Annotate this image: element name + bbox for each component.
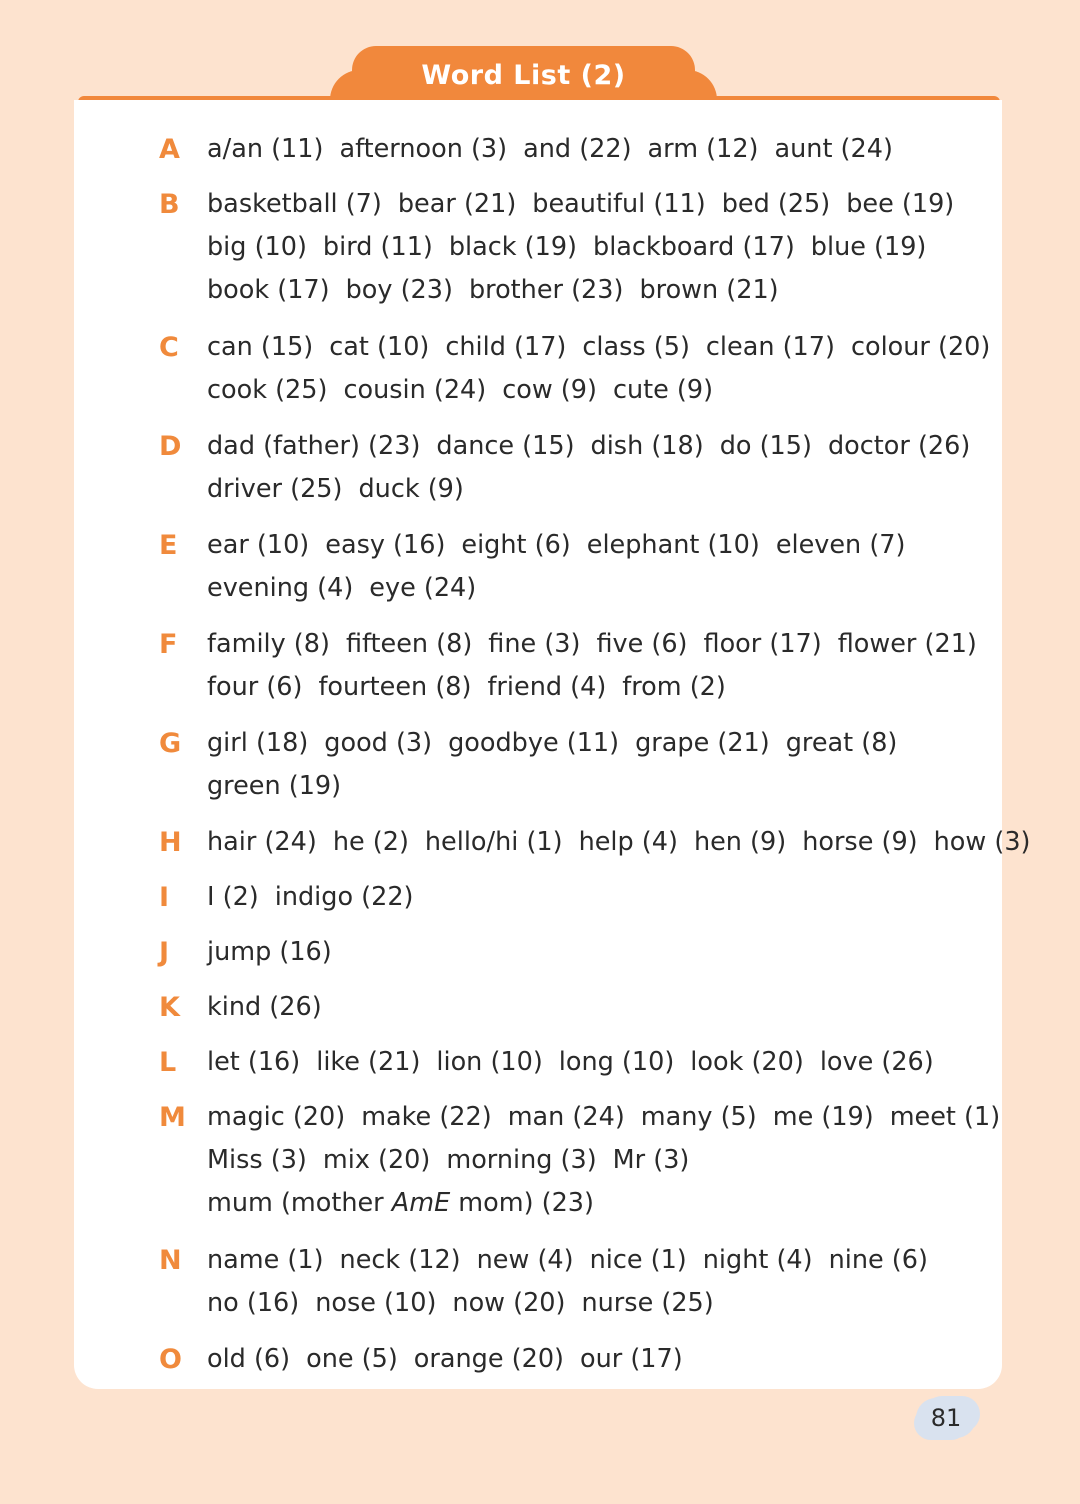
word-line: [207, 1282, 997, 1325]
word-entry: black (19): [448, 232, 578, 262]
word-entry: meet (1): [889, 1102, 1001, 1132]
word-line: [207, 821, 1031, 864]
section-letter: J: [159, 937, 170, 968]
section-letter: K: [159, 992, 180, 1023]
word-entry: horse (9): [802, 827, 918, 857]
section-words: [207, 876, 997, 919]
word-line: [207, 567, 997, 610]
word-entry: hair (24): [207, 827, 317, 857]
word-entry: one (5): [306, 1344, 398, 1374]
word-entry: big (10): [207, 232, 307, 262]
word-entry: good (3): [324, 728, 433, 758]
word-entry: driver (25): [207, 474, 343, 504]
word-entry: fine (3): [488, 629, 581, 659]
word-entry: old (6): [207, 1344, 291, 1374]
word-entry: can (15): [207, 332, 314, 362]
word-entry: from (2): [622, 672, 726, 702]
word-entry: kind (26): [207, 992, 322, 1022]
word-entry: night (4): [702, 1245, 813, 1275]
word-line: [207, 876, 997, 919]
word-entry: nice (1): [589, 1245, 687, 1275]
word-entry: man (24): [507, 1102, 625, 1132]
section-words: [207, 931, 997, 974]
word-entry: cook (25): [207, 375, 328, 405]
word-entry: family (8): [207, 629, 330, 659]
word-entry: easy (16): [325, 530, 446, 560]
word-entry: goodbye (11): [448, 728, 620, 758]
word-entry: four (6): [207, 672, 303, 702]
word-entry: clean (17): [705, 332, 835, 362]
word-line: [207, 1041, 997, 1084]
word-entry: hen (9): [693, 827, 787, 857]
word-entry: great (8): [785, 728, 898, 758]
word-entry: ear (10): [207, 530, 310, 560]
word-line: [207, 986, 997, 1029]
word-entry: bed (25): [721, 189, 831, 219]
word-line: [207, 1338, 997, 1381]
section-words: [207, 1338, 997, 1381]
word-line: [207, 623, 997, 666]
word-entry: love (26): [819, 1047, 934, 1077]
word-entry: brown (21): [639, 275, 779, 305]
word-entry: eight (6): [461, 530, 571, 560]
word-line: [207, 226, 997, 269]
section-letter: M: [159, 1102, 186, 1133]
word-line: [207, 425, 997, 468]
word-entry: new (4): [476, 1245, 574, 1275]
section-words: [207, 1041, 997, 1084]
word-entry: no (16): [207, 1288, 300, 1318]
word-entry: orange (20): [413, 1344, 564, 1374]
word-entry: colour (20): [850, 332, 991, 362]
word-entry: beautiful (11): [532, 189, 706, 219]
word-entry: dad (father) (23): [207, 431, 421, 461]
word-entry: make (22): [361, 1102, 492, 1132]
word-entry: help (4): [578, 827, 678, 857]
word-entry: girl (18): [207, 728, 309, 758]
word-entry: eye (24): [369, 573, 477, 603]
section-words: [207, 1239, 997, 1325]
word-entry: five (6): [596, 629, 688, 659]
word-entry: fourteen (8): [318, 672, 472, 702]
word-line: [207, 1182, 997, 1225]
section-letter: C: [159, 332, 179, 363]
section-letter: D: [159, 431, 182, 462]
word-entry: flower (21): [837, 629, 977, 659]
word-entry: do (15): [719, 431, 812, 461]
word-entry: blue (19): [810, 232, 927, 262]
word-entry: nose (10): [315, 1288, 437, 1318]
word-entry: our (17): [580, 1344, 683, 1374]
word-entry: green (19): [207, 771, 342, 801]
section-letter: A: [159, 134, 180, 165]
word-entry: book (17): [207, 275, 330, 305]
section-words: [207, 623, 997, 709]
word-list-panel: [74, 100, 1031, 1389]
word-entry: magic (20): [207, 1102, 346, 1132]
section-letter: I: [159, 882, 170, 913]
word-entry: bird (11): [322, 232, 433, 262]
word-entry: and (22): [523, 134, 632, 164]
word-entry: long (10): [558, 1047, 675, 1077]
word-line: [207, 722, 997, 765]
word-entry: nine (6): [828, 1245, 928, 1275]
word-entry: I (2): [207, 882, 259, 912]
word-entry: nurse (25): [581, 1288, 714, 1318]
word-entry: hello/hi (1): [424, 827, 563, 857]
word-entry: cow (9): [502, 375, 597, 405]
section-letter: O: [159, 1344, 182, 1375]
word-entry: arm (12): [647, 134, 759, 164]
word-entry: basketball (7): [207, 189, 382, 219]
word-entry: indigo (22): [274, 882, 414, 912]
section-letter: L: [159, 1047, 177, 1078]
word-entry: dish (18): [590, 431, 704, 461]
section-letter: N: [159, 1245, 182, 1276]
word-entry: Miss (3): [207, 1145, 307, 1175]
section-letter: F: [159, 629, 178, 660]
word-entry: aunt (24): [774, 134, 893, 164]
word-entry: cousin (24): [343, 375, 487, 405]
word-entry: many (5): [640, 1102, 757, 1132]
section-words: [207, 821, 1031, 864]
section-letter: B: [159, 189, 180, 220]
word-entry: neck (12): [339, 1245, 461, 1275]
section-words: [207, 326, 997, 412]
word-line: [207, 931, 997, 974]
word-entry: bear (21): [397, 189, 517, 219]
word-line: [207, 369, 997, 412]
word-entry: evening (4): [207, 573, 354, 603]
word-entry: cat (10): [329, 332, 430, 362]
word-entry: morning (3): [446, 1145, 597, 1175]
word-entry: blackboard (17): [593, 232, 795, 262]
word-entry: grape (21): [635, 728, 770, 758]
word-entry: now (20): [452, 1288, 566, 1318]
word-entry: dance (15): [436, 431, 575, 461]
word-entry: boy (23): [345, 275, 453, 305]
section-words: [207, 722, 997, 808]
word-entry: child (17): [445, 332, 567, 362]
word-entry: doctor (26): [827, 431, 971, 461]
usage-label: AmE: [391, 1188, 451, 1218]
word-entry: jump (16): [207, 937, 332, 967]
section-letter: H: [159, 827, 182, 858]
word-entry: mix (20): [322, 1145, 431, 1175]
word-entry: afternoon (3): [339, 134, 508, 164]
word-entry: duck (9): [358, 474, 464, 504]
word-line: [207, 269, 997, 312]
word-entry: look (20): [690, 1047, 804, 1077]
word-line: [207, 128, 997, 171]
word-line: [207, 1239, 997, 1282]
word-entry: eleven (7): [775, 530, 906, 560]
word-line: [207, 468, 997, 511]
page-number-badge: 81: [916, 1398, 976, 1438]
word-line: [207, 765, 997, 808]
word-entry: how (3): [933, 827, 1031, 857]
word-entry: a/an (11): [207, 134, 324, 164]
section-words: [207, 986, 997, 1029]
word-entry: cute (9): [612, 375, 714, 405]
word-entry: name (1): [207, 1245, 324, 1275]
word-entry: lion (10): [436, 1047, 543, 1077]
word-line: [207, 1096, 1001, 1139]
word-entry: class (5): [582, 332, 690, 362]
word-line: [207, 666, 997, 709]
section-words: [207, 1096, 1001, 1225]
section-words: [207, 524, 997, 610]
word-entry: bee (19): [846, 189, 955, 219]
word-entry: elephant (10): [586, 530, 760, 560]
word-line: [207, 524, 997, 567]
word-line: [207, 183, 997, 226]
section-letter: E: [159, 530, 178, 561]
page-title: Word List (2): [352, 46, 695, 104]
word-line: [207, 1139, 997, 1182]
word-entry: fifteen (8): [345, 629, 473, 659]
section-words: [207, 128, 997, 171]
word-entry: brother (23): [468, 275, 624, 305]
section-letter: G: [159, 728, 182, 759]
word-entry: me (19): [772, 1102, 874, 1132]
section-words: [207, 183, 997, 312]
word-entry: let (16): [207, 1047, 301, 1077]
word-entry: Mr (3): [612, 1145, 690, 1175]
word-entry: friend (4): [487, 672, 607, 702]
word-line: [207, 326, 997, 369]
word-entry: like (21): [316, 1047, 421, 1077]
word-entry: he (2): [332, 827, 409, 857]
section-words: [207, 425, 997, 511]
word-entry: mum (mother AmE mom) (23): [207, 1188, 594, 1218]
word-entry: floor (17): [703, 629, 822, 659]
